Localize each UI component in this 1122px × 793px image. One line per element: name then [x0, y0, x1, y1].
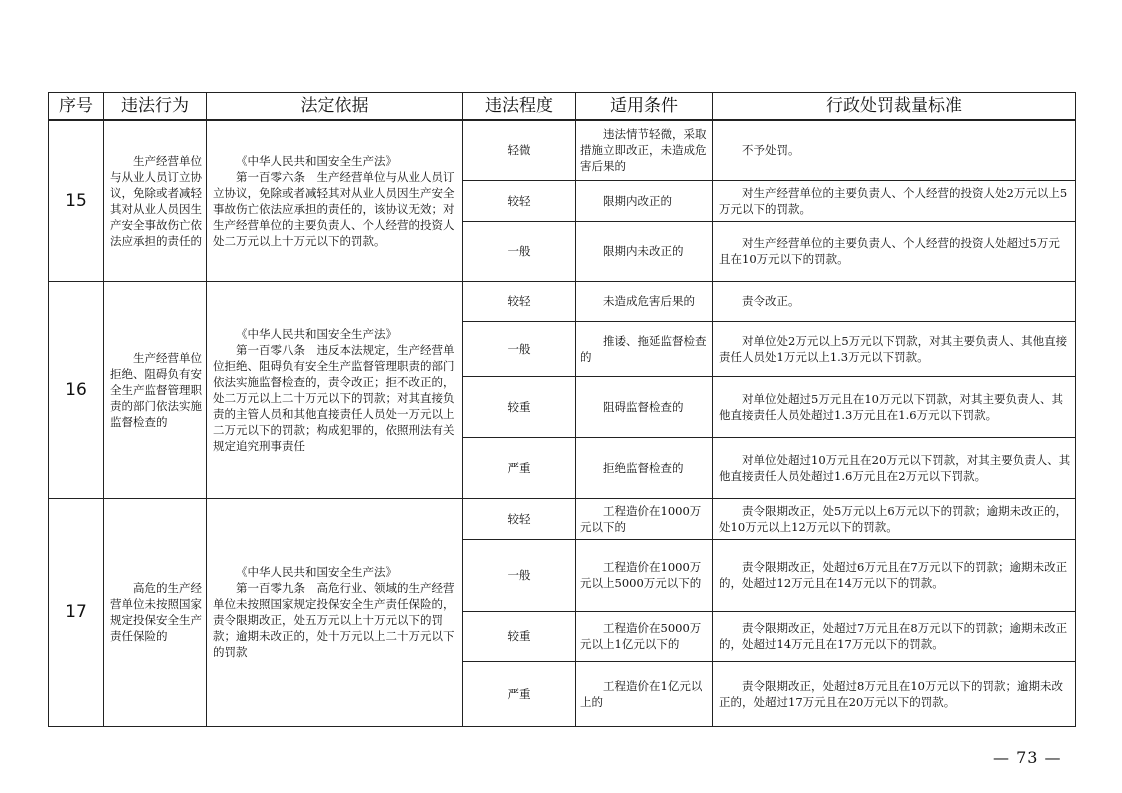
violation-text: [104, 498, 207, 726]
degree-cell: 一般: [463, 539, 576, 611]
degree-cell: 一般: [463, 321, 576, 376]
violation-description: 生产经营单位与从业人员订立协议，免除或者减轻其对从业人员因生产安全事故伤亡依法应承担的责任的: [110, 153, 202, 248]
violation-description: 生产经营单位拒绝、阻碍负有安全生产监督管理职责的部门依法实施监督检查的: [110, 350, 202, 429]
standard-cell: [713, 321, 1076, 376]
legal-basis-cell: [207, 498, 463, 726]
standard-cell: [713, 180, 1076, 221]
violation-text: [104, 120, 207, 281]
header-serial-number: 序号: [49, 93, 104, 121]
standard-cell: [713, 661, 1076, 726]
condition-cell: [576, 180, 713, 221]
law-article: 第一百零九条 高危行业、领域的生产经营单位未按照国家规定投保安全生产责任保险的，责令限期改正，处五万元以上十万元以下的罚款；逾期未改正的，处十万元以上二十万元以下的罚款: [213, 581, 455, 659]
standard-cell: [713, 539, 1076, 611]
header-legal-basis: 法定依据: [207, 93, 463, 121]
standard-cell: [713, 498, 1076, 539]
condition-cell: [576, 539, 713, 611]
law-article: 第一百零六条 生产经营单位与从业人员订立协议，免除或者减轻其对从业人员因生产安全事故伤亡依法应承担的责任的，该协议无效；对生产经营单位的主要负责人、个人经营的投资人处二万元以上十万元以下的罚款。: [213, 169, 455, 248]
standard-cell: [713, 376, 1076, 437]
standard-text: 责令限期改正，处5万元以上6万元以下的罚款；逾期未改正的，处10万元以上12万元以下的罚款。: [719, 503, 1068, 534]
row-number: 15: [49, 120, 104, 281]
table-header-row: [49, 93, 1076, 121]
standard-text: 对单位处超过10万元且在20万元以下罚款，对其主要负责人、其他直接责任人员处超过1.6万元且在2万元以下罚款。: [719, 452, 1071, 483]
legal-basis-cell: [207, 120, 463, 281]
row-number: 16: [49, 281, 104, 498]
degree-cell: 一般: [463, 221, 576, 281]
condition-text: 工程造价在1000万元以上5000万元以下的: [580, 560, 702, 590]
standard-text: 不予处罚。: [742, 143, 800, 158]
standard-text: 责令限期改正，处超过6万元且在7万元以下的罚款；逾期未改正的，处超过12万元且在14万元以下的罚款。: [719, 560, 1068, 590]
condition-text: 限期内未改正的: [603, 244, 684, 258]
violation-text: [104, 281, 207, 498]
condition-text: 拒绝监督检查的: [603, 460, 684, 475]
degree-cell: 较重: [463, 376, 576, 437]
standard-text: 对生产经营单位的主要负责人、个人经营的投资人处超过5万元且在10万元以下的罚款。: [719, 236, 1060, 266]
condition-cell: [576, 376, 713, 437]
condition-cell: [576, 281, 713, 321]
header-conditions: 适用条件: [576, 93, 713, 121]
table-row: [49, 120, 1076, 180]
law-title: 《中华人民共和国安全生产法》: [236, 326, 397, 341]
condition-cell: [576, 437, 713, 498]
degree-cell: 严重: [463, 661, 576, 726]
degree-cell: 较轻: [463, 180, 576, 221]
law-title: 《中华人民共和国安全生产法》: [236, 153, 397, 168]
degree-cell: 较轻: [463, 498, 576, 539]
condition-text: 工程造价在1亿元以上的: [580, 678, 703, 709]
degree-cell: 较重: [463, 611, 576, 661]
condition-text: 违法情节轻微，采取措施立即改正，未造成危害后果的: [580, 127, 707, 174]
condition-cell: [576, 661, 713, 726]
standard-cell: [713, 281, 1076, 321]
legal-basis-cell: [207, 281, 463, 498]
standard-text: 责令限期改正，处超过8万元且在10万元以下的罚款；逾期未改正的，处超过17万元且在20万元以下的罚款。: [719, 678, 1063, 709]
condition-text: 工程造价在1000万元以下的: [580, 503, 702, 534]
condition-cell: [576, 321, 713, 376]
table-row: [49, 498, 1076, 539]
header-penalty-standard: 行政处罚裁量标准: [713, 93, 1076, 121]
standard-text: 责令限期改正，处超过7万元且在8万元以下的罚款；逾期未改正的，处超过14万元且在17万元以下的罚款。: [719, 621, 1068, 651]
header-degree: 违法程度: [463, 93, 576, 121]
penalty-standard-table: [48, 92, 1076, 727]
law-title: 《中华人民共和国安全生产法》: [236, 565, 397, 579]
standard-text: 对生产经营单位的主要负责人、个人经营的投资人处2万元以上5万元以下的罚款。: [719, 185, 1068, 216]
condition-text: 限期内改正的: [603, 193, 672, 208]
row-number: 17: [49, 498, 104, 726]
standard-cell: [713, 221, 1076, 281]
standard-cell: [713, 437, 1076, 498]
header-violation: 违法行为: [104, 93, 207, 121]
condition-text: 阻碍监督检查的: [603, 399, 684, 414]
standard-text: 对单位处超过5万元且在10万元以下罚款，对其主要负责人、其他直接责任人员处超过1.3万元且在1.6万元以下罚款。: [719, 391, 1063, 422]
violation-description: 高危的生产经营单位未按照国家规定投保安全生产责任保险的: [110, 581, 202, 643]
condition-text: 推诿、拖延监督检查的: [580, 333, 707, 364]
standard-cell: [713, 120, 1076, 180]
law-article: 第一百零八条 违反本法规定，生产经营单位拒绝、阻碍负有安全生产监督管理职责的部门依法实施监督检查的，责令改正；拒不改正的，处二万元以上二十万元以下的罚款；对其直接负责的主管人员和其他直接责任人员处一万元以上二万元以下的罚款；构成犯罪的，依照刑法有关规定追究刑事责任: [213, 342, 455, 453]
condition-cell: [576, 611, 713, 661]
table-row: [49, 281, 1076, 321]
condition-cell: [576, 498, 713, 539]
page-number: — 73 —: [993, 748, 1062, 767]
condition-cell: [576, 221, 713, 281]
condition-text: 未造成危害后果的: [603, 294, 695, 308]
degree-cell: 轻微: [463, 120, 576, 180]
degree-cell: 较轻: [463, 281, 576, 321]
standard-cell: [713, 611, 1076, 661]
standard-text: 责令改正。: [742, 294, 800, 308]
standard-text: 对单位处2万元以上5万元以下罚款，对其主要负责人、其他直接责任人员处1万元以上1.3万元以下罚款。: [719, 333, 1068, 364]
condition-text: 工程造价在5000万元以上1亿元以下的: [580, 621, 702, 651]
condition-cell: [576, 120, 713, 180]
degree-cell: 严重: [463, 437, 576, 498]
